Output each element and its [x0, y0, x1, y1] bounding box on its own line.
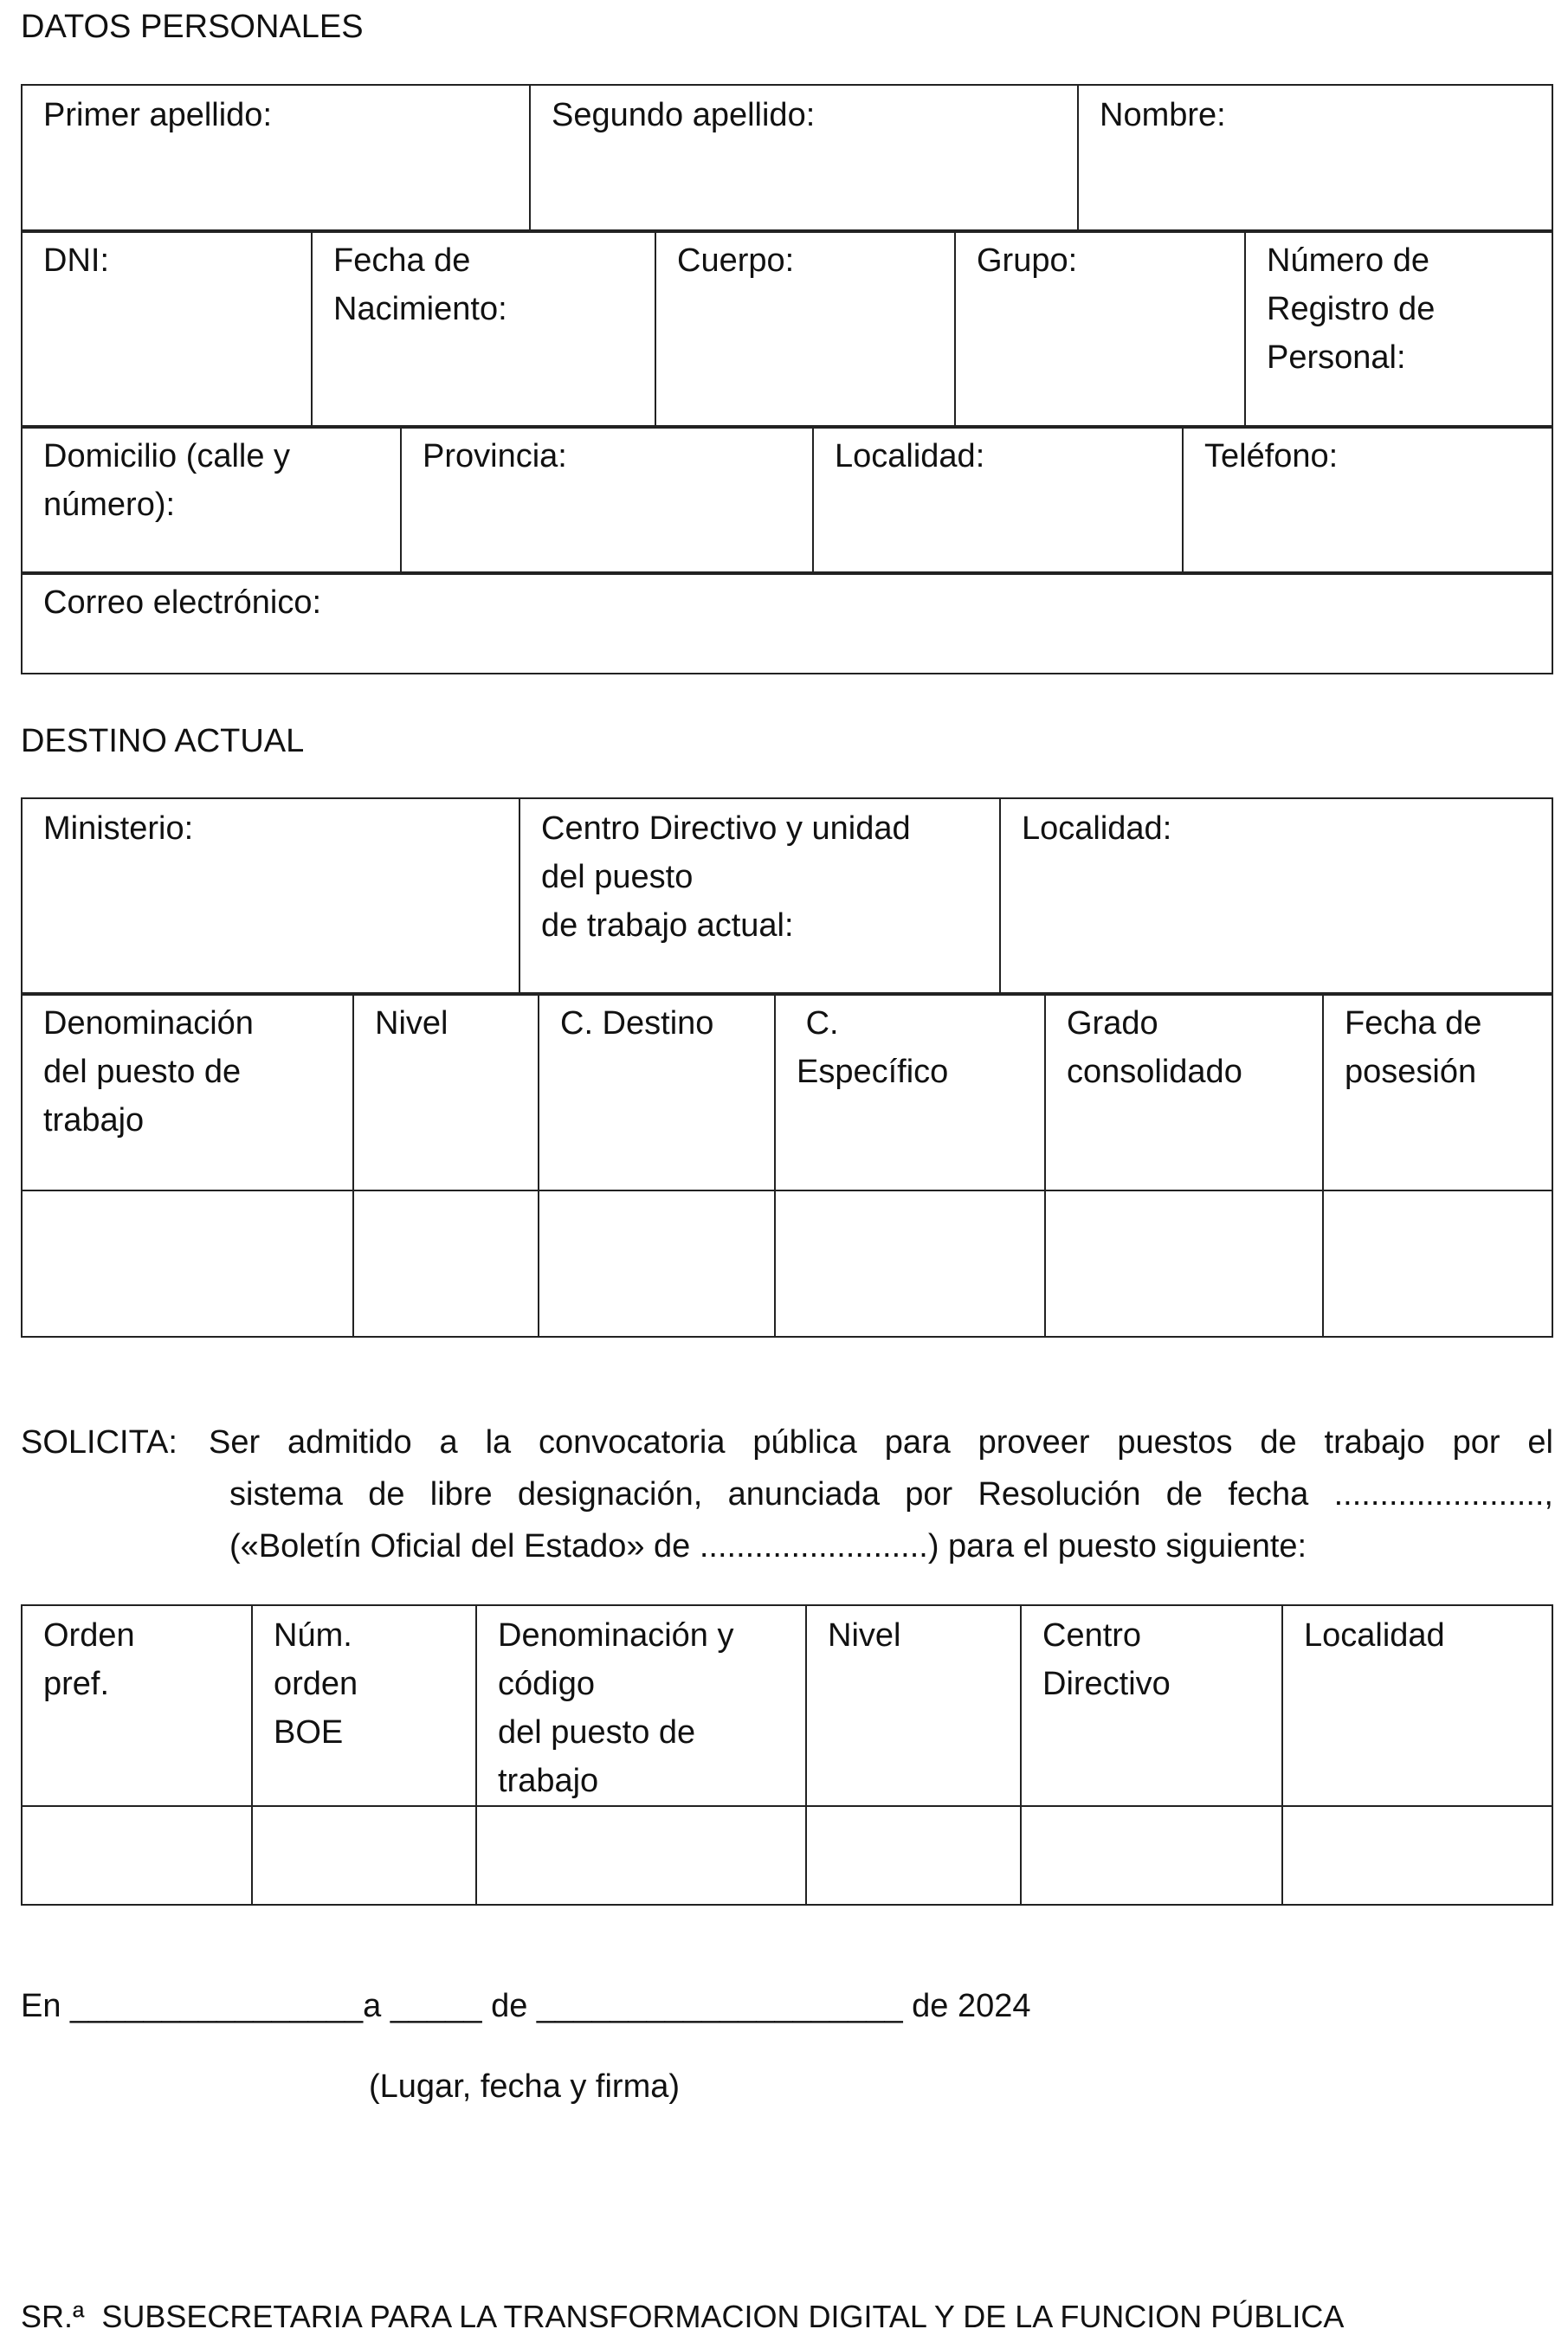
field-numero-registro-personal[interactable]	[1245, 230, 1552, 428]
label: Centro Directivo y unidad del puesto de trabajo actual:	[541, 810, 911, 944]
label: Localidad:	[1022, 810, 1172, 847]
field-dni[interactable]	[22, 230, 312, 428]
datos-personales-row-4	[21, 571, 1553, 674]
table-row	[22, 1806, 1552, 1905]
label: Grupo:	[977, 242, 1078, 279]
field-segundo-apellido[interactable]	[530, 85, 1078, 232]
label: Domicilio (calle y número):	[43, 438, 291, 523]
header-orden-pref	[22, 1605, 252, 1806]
solicita-label: SOLICITA:	[21, 1424, 177, 1461]
label: Grado consolidado	[1067, 1005, 1242, 1090]
label: Ministerio:	[43, 810, 194, 847]
field-nombre[interactable]	[1078, 85, 1552, 232]
field-correo-electronico[interactable]	[22, 572, 1552, 674]
cell-grado-consolidado[interactable]	[1045, 1190, 1323, 1337]
label: Nombre:	[1100, 97, 1226, 133]
header-denominacion	[22, 993, 353, 1190]
label: Fecha de posesión	[1345, 1005, 1482, 1090]
solicita-paragraph	[21, 1418, 1553, 1571]
lugar-fecha-line: En ________________a _____ de ____________________ de 2024	[21, 1988, 1031, 2024]
label: Cuerpo:	[677, 242, 795, 279]
field-provincia[interactable]	[401, 426, 813, 574]
label: Localidad:	[835, 438, 985, 474]
label: Núm. orden BOE	[274, 1617, 358, 1751]
cell-centro-directivo[interactable]	[1021, 1806, 1282, 1905]
cell-orden-pref[interactable]	[22, 1806, 252, 1905]
header-fecha-posesion	[1323, 993, 1552, 1190]
label: Primer apellido:	[43, 97, 272, 133]
firma-caption: (Lugar, fecha y firma)	[369, 2068, 681, 2105]
field-centro-directivo-unidad[interactable]	[519, 798, 1000, 995]
header-centro-directivo	[1021, 1605, 1282, 1806]
destino-actual-table	[21, 992, 1553, 1338]
cell-denominacion[interactable]	[22, 1190, 353, 1337]
field-cuerpo[interactable]	[655, 230, 955, 428]
cell-c-destino[interactable]	[539, 1190, 775, 1337]
label: Centro Directivo	[1042, 1617, 1171, 1702]
field-fecha-nacimiento[interactable]	[312, 230, 655, 428]
field-ministerio[interactable]	[22, 798, 519, 995]
label: Número de Registro de Personal:	[1267, 242, 1436, 376]
header-num-orden-boe	[252, 1605, 476, 1806]
field-localidad-destino[interactable]	[1000, 798, 1552, 995]
label: C. Específico	[797, 1005, 949, 1090]
cell-c-especifico[interactable]	[775, 1190, 1045, 1337]
table-row	[22, 1190, 1552, 1337]
section-heading-datos-personales: DATOS PERSONALES	[21, 9, 364, 45]
cell-nivel[interactable]	[353, 1190, 539, 1337]
label: Correo electrónico:	[43, 584, 322, 621]
field-primer-apellido[interactable]	[22, 85, 530, 232]
field-localidad[interactable]	[813, 426, 1183, 574]
label: Provincia:	[423, 438, 567, 474]
solicita-line-3: («Boletín Oficial del Estado» de .........................) para el puesto siguiente:	[229, 1528, 1307, 1565]
header-row	[22, 1605, 1552, 1806]
header-nivel	[353, 993, 539, 1190]
cell-nivel[interactable]	[806, 1806, 1021, 1905]
datos-personales-row-1	[21, 84, 1553, 233]
field-domicilio[interactable]	[22, 426, 401, 574]
field-grupo[interactable]	[955, 230, 1245, 428]
cell-num-orden-boe[interactable]	[252, 1806, 476, 1905]
solicita-line-1: Ser admitido a la convocatoria pública para proveer puestos de trabajo por el	[209, 1424, 1553, 1461]
header-row	[22, 993, 1552, 1190]
header-c-especifico	[775, 993, 1045, 1190]
header-c-destino	[539, 993, 775, 1190]
label: Nivel	[828, 1617, 901, 1654]
cell-denominacion-codigo[interactable]	[476, 1806, 806, 1905]
destinatario: SR.ª SUBSECRETARIA PARA LA TRANSFORMACION DIGITAL Y DE LA FUNCION PÚBLICA	[21, 2299, 1345, 2334]
label: C. Destino	[560, 1005, 714, 1042]
solicita-line-2: sistema de libre designación, anunciada por Resolución de fecha .......................,	[229, 1476, 1553, 1513]
label: Fecha de Nacimiento:	[333, 242, 507, 327]
header-localidad	[1282, 1605, 1552, 1806]
label: Denominación del puesto de trabajo	[43, 1005, 254, 1139]
header-grado-consolidado	[1045, 993, 1323, 1190]
destino-actual-row-1	[21, 797, 1553, 996]
header-nivel	[806, 1605, 1021, 1806]
cell-localidad[interactable]	[1282, 1806, 1552, 1905]
field-telefono[interactable]	[1183, 426, 1552, 574]
label: Denominación y código del puesto de trabajo	[498, 1617, 734, 1799]
puesto-solicitado-table	[21, 1604, 1553, 1906]
header-denominacion-codigo	[476, 1605, 806, 1806]
label: Orden pref.	[43, 1617, 135, 1702]
datos-personales-row-3	[21, 425, 1553, 575]
label: Nivel	[375, 1005, 448, 1042]
label: Segundo apellido:	[552, 97, 816, 133]
cell-fecha-posesion[interactable]	[1323, 1190, 1552, 1337]
label: Localidad	[1304, 1617, 1445, 1654]
label: DNI:	[43, 242, 109, 279]
label: Teléfono:	[1204, 438, 1339, 474]
section-heading-destino-actual: DESTINO ACTUAL	[21, 723, 305, 759]
datos-personales-row-2	[21, 229, 1553, 429]
